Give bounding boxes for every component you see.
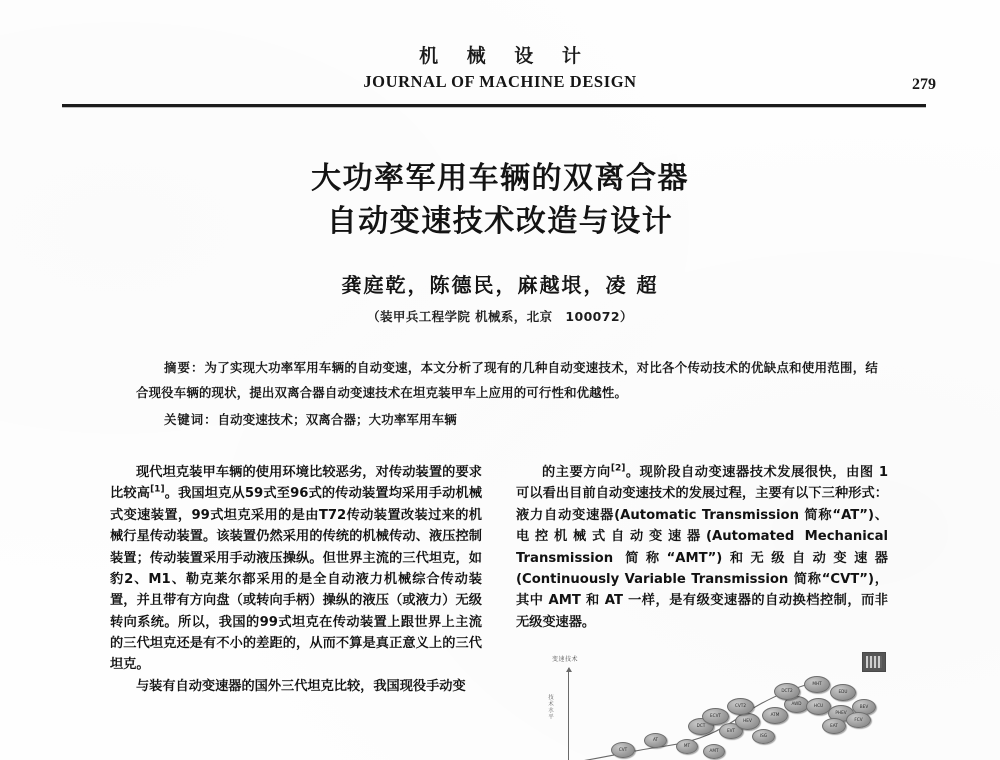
- paragraph-text-cont: 。现阶段自动变速器技术发展很快，由图 1 可以看出目前自动变速技术的发展过程，主要有以下三种形式：液力自动变速器(Automatic Transmission 简称“AT”)、电控机械式自动变速器(Automated Mechanical Transmission 简称“AMT”)和无级自动变速器(Continuously Variable Transmission 简称“CVT”)，其中 AMT 和 AT 一样，是有级变速器的自动换档控制，而非无级变速器。: [516, 465, 889, 630]
- page-title-line-1: 大功率军用车辆的双离合器: [311, 161, 689, 196]
- figure-1-transmission-technology-evolution: [516, 650, 912, 760]
- figure-node: ECVT: [702, 708, 729, 725]
- figure-node: DCT2: [774, 683, 800, 700]
- figure-node: CVT: [611, 742, 635, 758]
- figure-node: EDU: [830, 684, 856, 701]
- figure-node: BEV: [852, 699, 876, 715]
- page-number: 279: [912, 76, 936, 93]
- paragraph-text: 的主要方向: [542, 465, 611, 480]
- author-list: 龚庭乾，陈德民，麻越垠，凌 超: [341, 273, 659, 298]
- figure-y-axis-label: 技术水平: [547, 694, 553, 720]
- figure-node: DCT: [688, 718, 714, 735]
- figure-node: FCV: [846, 712, 871, 728]
- paragraph-text-cont: 。我国坦克从59式至96式的传动装置均采用手动机械式变速装置，99式坦克采用的是由T72传动装置改装过来的机械行星传动装置。该装置仍然采用的传统的机械传动、液压控制装置；传动装置采用手动液压操纵。但世界主流的三代坦克，如豹2、M1、勒克莱尔都采用的是全自动液力机械综合传动装置，并且带有方向盘（或转向手柄）操纵的液压（或液力）无级转向系统。所以，我国的99式坦克在传动装置上跟世界上主流的三代坦克还是有不小的差距的，从而不算是真正意义上的三代坦克。: [110, 486, 483, 673]
- citation-ref: [1]: [150, 484, 165, 495]
- paragraph-text: 现代坦克装甲车辆的使用环境比较恶劣，对传动装置的要求比较高: [110, 465, 482, 502]
- keywords-text: 自动变速技术；双离合器；大功率军用车辆: [217, 411, 457, 427]
- keywords-label: 关键词：: [164, 411, 218, 427]
- body-column-left: [110, 462, 482, 697]
- figure-node: MHT: [804, 676, 830, 693]
- figure-node: EVT: [719, 723, 743, 739]
- abstract-block: [136, 356, 878, 432]
- figure-node: HCU: [806, 698, 831, 715]
- paragraph: [516, 462, 888, 633]
- figure-node: MT: [676, 739, 698, 754]
- figure-node: PHEV: [828, 705, 854, 722]
- journal-title-en: JOURNAL OF MACHINE DESIGN: [363, 71, 637, 91]
- abstract-label: 摘要：: [164, 360, 205, 375]
- header-rule: [62, 104, 926, 107]
- figure-node: ATM: [762, 707, 788, 724]
- figure-node: HEV: [735, 713, 760, 730]
- figure-node: AT: [644, 733, 667, 748]
- figure-node: EAT: [822, 718, 846, 734]
- figure-node: AWD: [784, 696, 809, 713]
- paragraph: 与装有自动变速器的国外三代坦克比较，我国现役手动变: [136, 678, 466, 694]
- journal-title-cn: 机 械 设 计: [419, 45, 592, 67]
- abstract-paragraph: [136, 356, 878, 406]
- citation-ref: [2]: [610, 463, 626, 474]
- paragraph: [110, 462, 482, 676]
- figure-node: ISG: [752, 729, 775, 744]
- figure-top-label: 变速技术: [552, 656, 579, 663]
- keywords-paragraph: [136, 408, 878, 433]
- title-block: [0, 158, 1000, 325]
- author-affiliation: （装甲兵工程学院 机械系，北京 100072）: [367, 309, 633, 325]
- abstract-text: 为了实现大功率军用车辆的自动变速，本文分析了现有的几种自动变速技术，对比各个传动技术的优缺点和使用范围，结合现役车辆的现状，提出双离合器自动变速技术在坦克装甲车上应用的可行性和优越性。: [136, 360, 878, 400]
- figure-node: CVT2: [727, 698, 754, 715]
- figure-node: AMT: [703, 744, 725, 759]
- page-title-line-2: 自动变速技术改造与设计: [326, 203, 674, 239]
- masthead: [0, 46, 1000, 92]
- body-column-right: [516, 462, 888, 633]
